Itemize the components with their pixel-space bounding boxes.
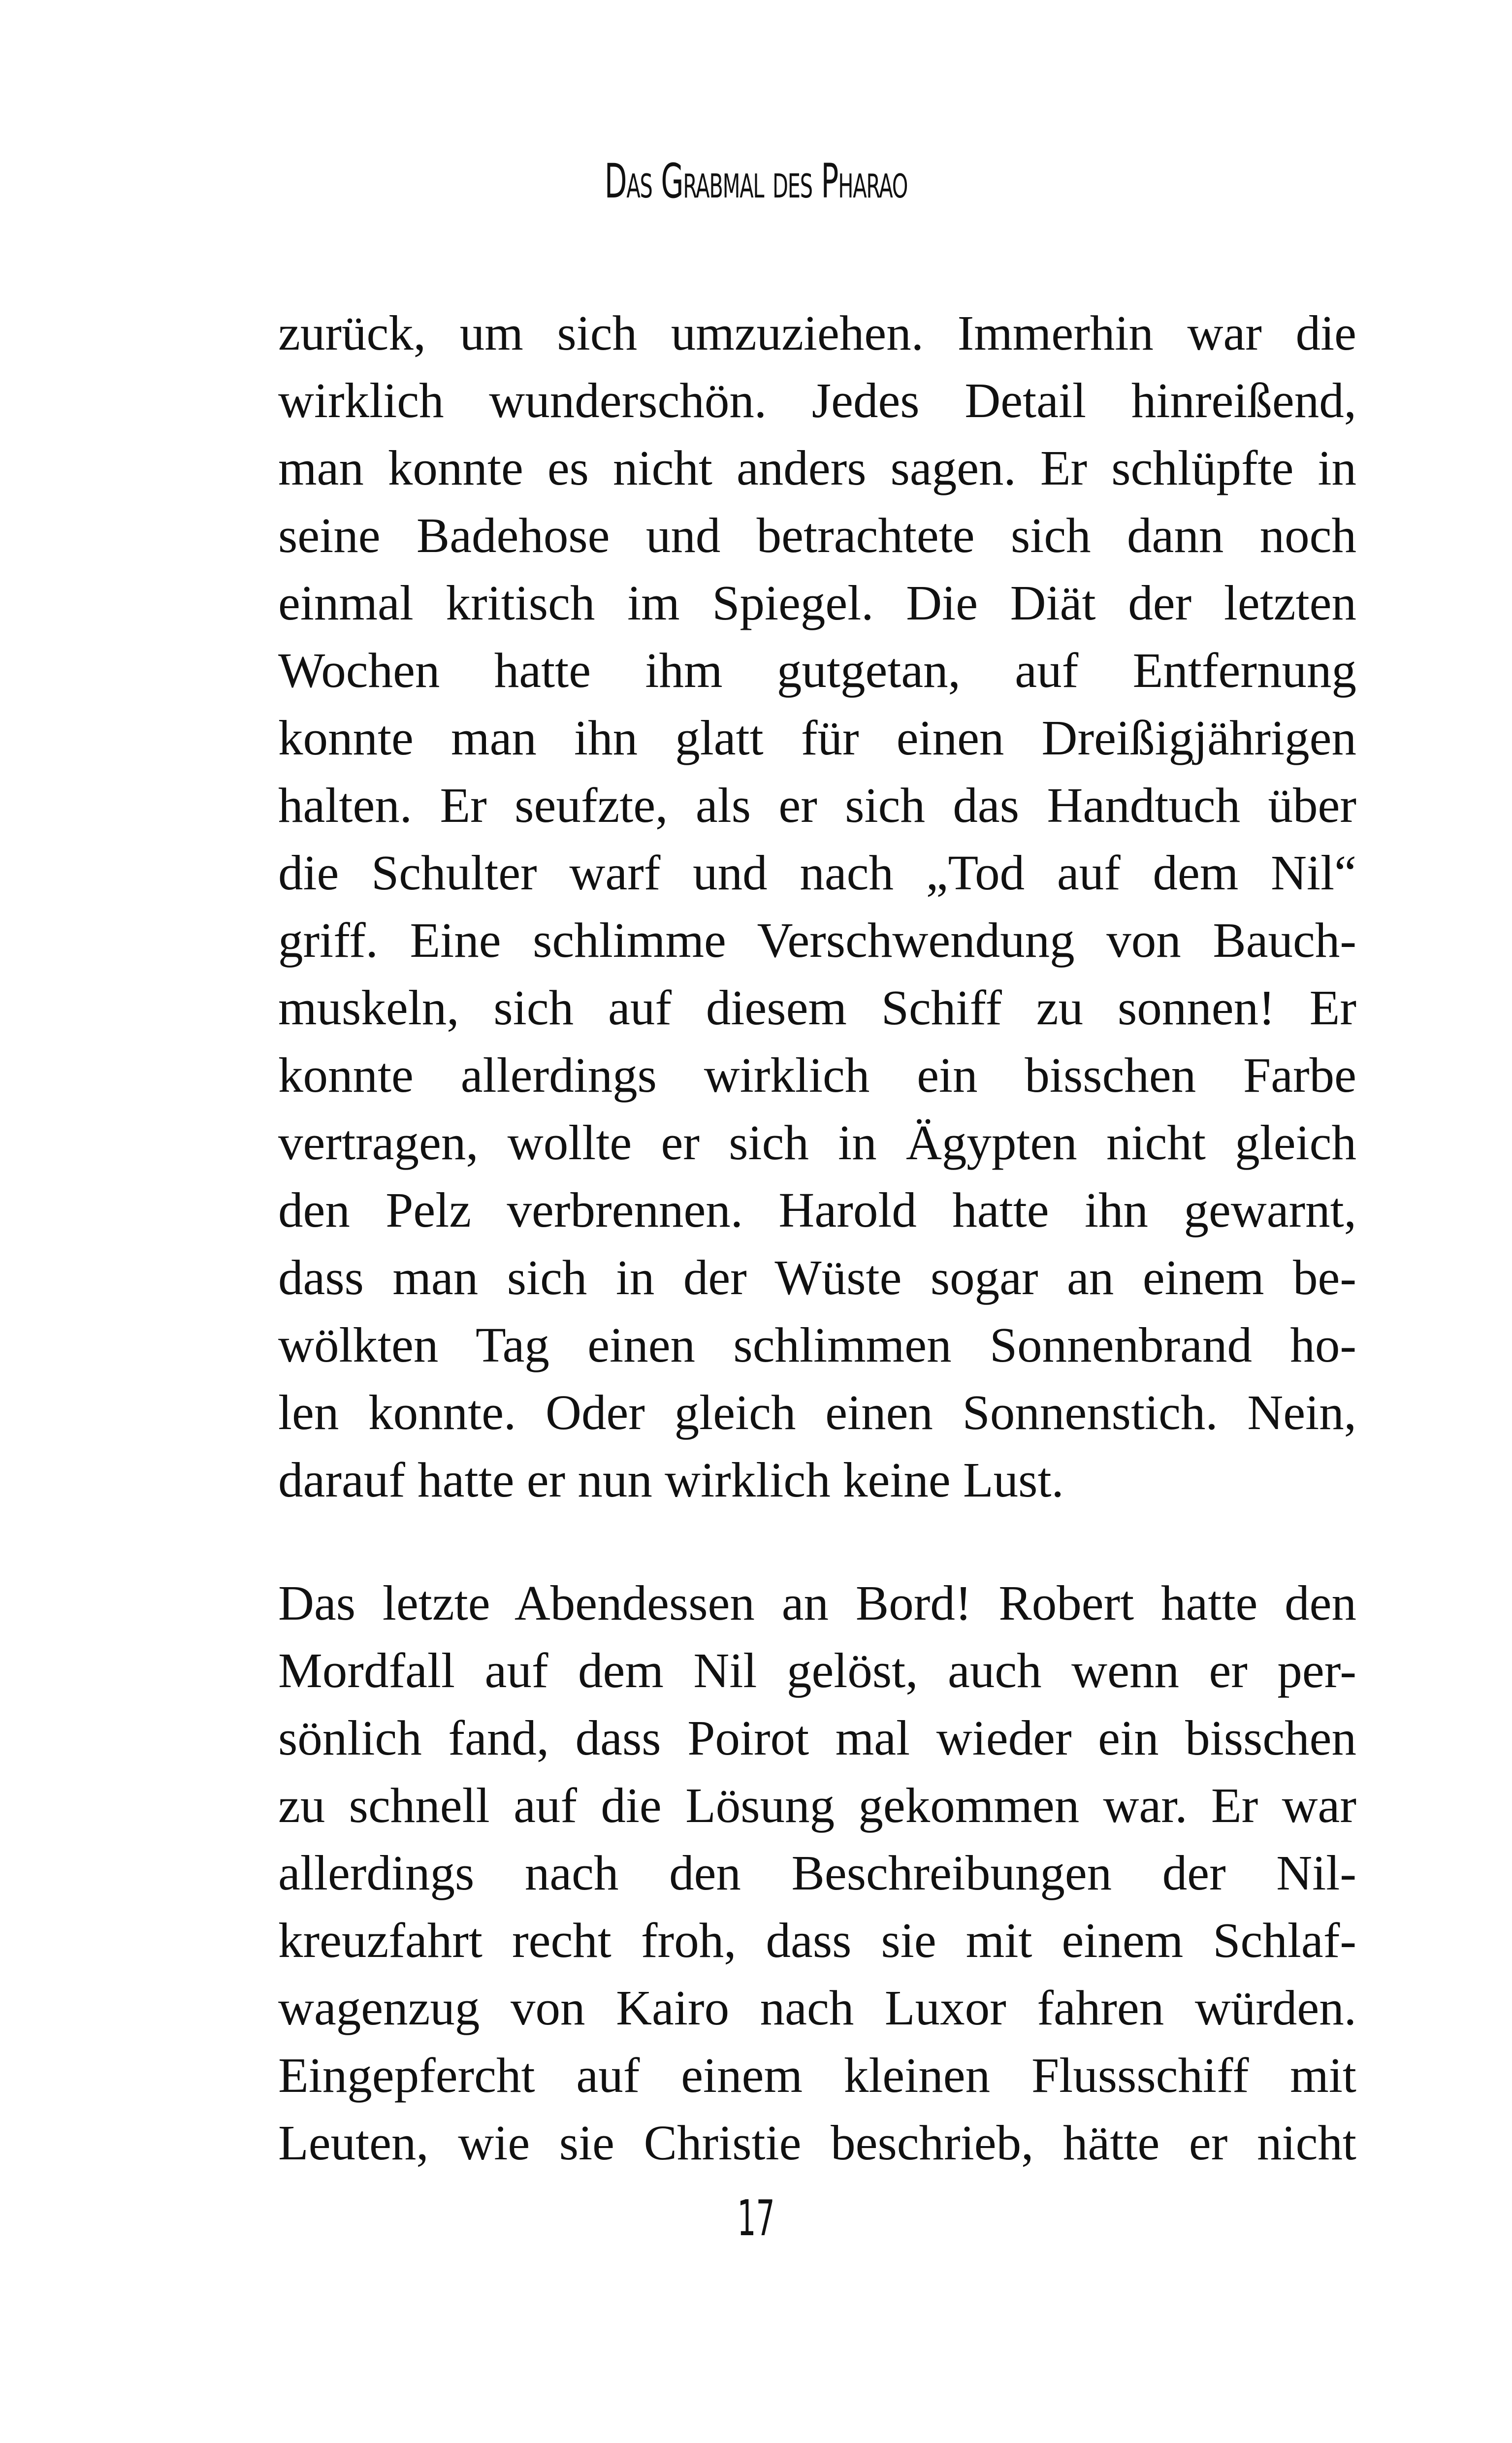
text-line: zurück, um sich umzuziehen. Immerhin war die [278, 305, 1356, 360]
text-line: muskeln, sich auf diesem Schiff zu sonnen! Er [278, 980, 1356, 1035]
text-line: Eingepfercht auf einem kleinen Flussschiff mit [278, 2048, 1356, 2103]
text-line: Leuten, wie sie Christie beschrieb, hätte er nicht [278, 2115, 1356, 2170]
text-line: Wochen hatte ihm gutgetan, auf Entfernung [278, 643, 1356, 698]
paragraph-1 [278, 299, 1356, 1514]
text-line: konnte allerdings wirklich ein bisschen Farbe [278, 1047, 1356, 1103]
text-line: Mordfall auf dem Nil gelöst, auch wenn er per- [278, 1643, 1356, 1698]
page-number: 17 [737, 2189, 775, 2247]
text-line: Das letzte Abendessen an Bord! Robert hatte den [278, 1575, 1356, 1630]
text-line: len konnte. Oder gleich einen Sonnenstich. Nein, [278, 1385, 1356, 1440]
text-line: kreuzfahrt recht froh, dass sie mit einem Schlaf- [278, 1913, 1356, 1968]
text-line: man konnte es nicht anders sagen. Er schlüpfte in [278, 440, 1356, 495]
text-line: die Schulter warf und nach „Tod auf dem Nil“ [278, 845, 1356, 900]
text-line: wirklich wunderschön. Jedes Detail hinreißend, [278, 373, 1356, 428]
text-line: wagenzug von Kairo nach Luxor fahren würden. [278, 1980, 1356, 2035]
text-line: griff. Eine schlimme Verschwendung von Bauch- [278, 912, 1356, 968]
text-line: den Pelz verbrennen. Harold hatte ihn gewarnt, [278, 1182, 1356, 1238]
paragraph-2 [278, 1569, 1356, 2177]
running-title: Das Grabmal des Pharao [604, 154, 908, 209]
text-line: wölkten Tag einen schlimmen Sonnenbrand ho- [278, 1317, 1356, 1372]
text-line: halten. Er seufzte, als er sich das Handtuch über [278, 778, 1356, 833]
text-line: seine Badehose und betrachtete sich dann noch [278, 508, 1356, 563]
text-line: vertragen, wollte er sich in Ägypten nicht gleich [278, 1115, 1356, 1170]
text-line: konnte man ihn glatt für einen Dreißigjährigen [278, 710, 1356, 765]
text-line: sönlich fand, dass Poirot mal wieder ein bisschen [278, 1710, 1356, 1765]
text-line: einmal kritisch im Spiegel. Die Diät der letzten [278, 575, 1356, 630]
text-line: dass man sich in der Wüste sogar an einem be- [278, 1250, 1356, 1305]
text-line: zu schnell auf die Lösung gekommen war. Er war [278, 1778, 1356, 1833]
text-line: darauf hatte er nun wirklich keine Lust. [278, 1452, 1064, 1507]
text-line: allerdings nach den Beschreibungen der Nil- [278, 1845, 1356, 1900]
